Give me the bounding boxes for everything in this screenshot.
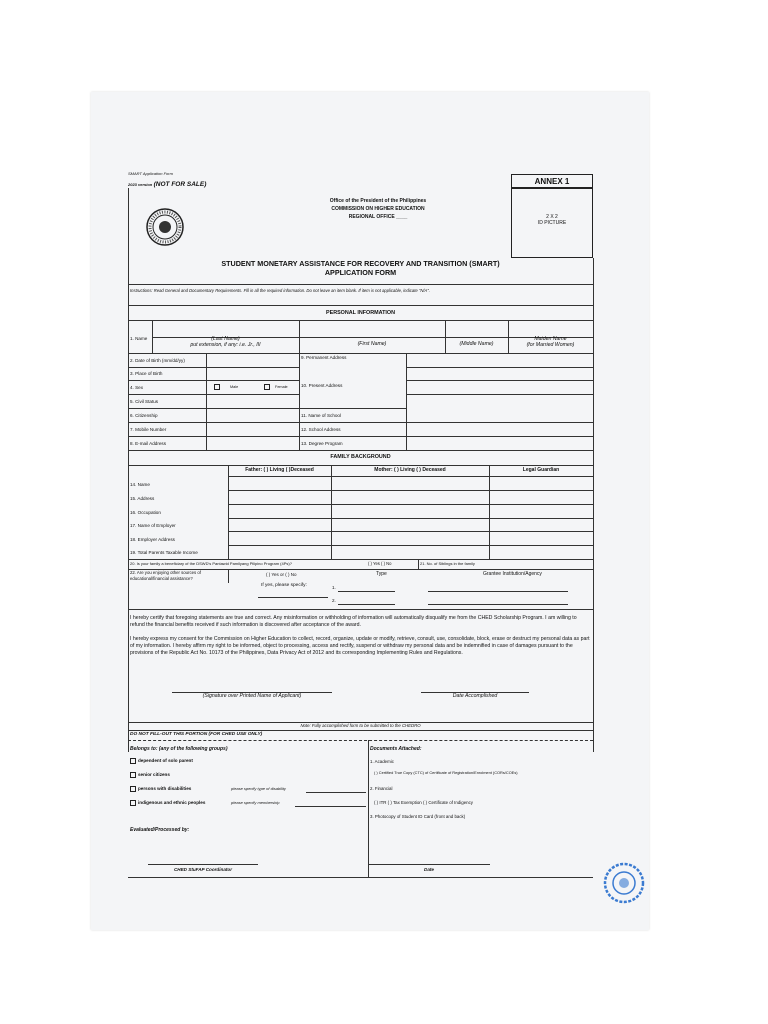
guardian-header: Legal Guardian	[522, 467, 560, 473]
last-name-label: (Last Name)	[211, 336, 240, 342]
sex-male-option[interactable]	[214, 384, 238, 390]
doc-student-id[interactable]: 3. Photocopy of Student ID Card (front and back)	[370, 814, 466, 819]
group-solo-parent[interactable]	[130, 758, 193, 764]
sex-label: 4. Sex	[130, 385, 144, 390]
smart-application-form	[128, 172, 593, 884]
signature-label[interactable]: (Signature over Printed Name of Applicant)	[202, 693, 302, 699]
solo-parent-label: dependent of solo parent	[138, 758, 193, 764]
q22-line1: 22. Are you enjoying other sources of	[130, 570, 201, 575]
q21-label: 21. No. of Siblings in the family	[420, 561, 475, 566]
group-pwd[interactable]	[130, 786, 191, 792]
senior-checkbox[interactable]	[130, 772, 136, 778]
family-row-name: 14. Name	[130, 482, 150, 487]
family-section-title: FAMILY BACKGROUND	[330, 454, 391, 460]
solo-parent-checkbox[interactable]	[130, 758, 136, 764]
consent-paragraph: I hereby express my consent for the Commission on Higher Education to collect, record, organize, update or modify, retrieve, consult, use, consolidate, block, erase or destruct my personal data as part of my information. I hereby affirm my right to be informed, object to processing, access and rectify, suspend or withdraw my personal data and be indemnified in case of damages pursuant to the provisions of the Republic Act No. 10173 of the Philippines, Data Privacy Act of 2012 and its corresponding Implementing Rules and Regulations.	[130, 636, 590, 656]
family-row-employer-address: 18. Employer Address	[130, 537, 175, 542]
id-label: ID PICTURE	[537, 219, 567, 226]
coordinator-label: CHED StuFAP Coordinator	[173, 867, 233, 872]
assistance-row-2: 2.	[332, 598, 336, 603]
form-version-row	[128, 181, 206, 189]
personal-section-title: PERSONAL INFORMATION	[326, 310, 395, 316]
certification-paragraph: I hereby certify that foregoing statements are true and correct. Any misinformation or withholding of information will automatically disqualify me from the CHED Scholarship Program. I am willing to refund the financial benefits received if such information is discovered after acceptance of the award.	[130, 615, 577, 628]
pwd-checkbox[interactable]	[130, 786, 136, 792]
group-senior[interactable]	[130, 772, 170, 778]
maiden-hint: (for Married Women)	[526, 341, 575, 348]
indigenous-label: indigenous and ethnic peoples	[138, 800, 206, 806]
email-label: 8. E-mail Address	[130, 441, 166, 446]
middle-name-field[interactable]: (Middle Name)	[459, 341, 494, 347]
office-line3: REGIONAL OFFICE ____	[348, 214, 408, 220]
family-row-income: 19. Total Parents Taxable Income	[130, 550, 198, 555]
civil-status-label: 5. Civil Status	[130, 399, 159, 404]
mother-header: Mother: ( ) Living ( ) Deceased	[374, 467, 446, 473]
indigenous-checkbox[interactable]	[130, 800, 136, 806]
name-label: 1. Name	[130, 336, 148, 341]
school-address-label: 12. School Address	[301, 427, 341, 432]
evaluated-label: Evaluated/Processed by:	[130, 827, 190, 833]
q20-label: 20. Is your family a beneficiary of the DSWD's Pantawid Pamilyang Pilipino Program (4Ps)?	[130, 561, 292, 566]
first-name-field[interactable]: (First Name)	[357, 341, 387, 347]
id-size: 2 X 2	[546, 214, 558, 220]
maiden-name-field[interactable]	[508, 337, 593, 349]
q22-line2: educational/financial assistance?	[130, 576, 193, 581]
doc-itr-options[interactable]: ( ) ITR ( ) Tax Exemption ( ) Certificate of Indigency	[374, 800, 473, 805]
ched-use-title: DO NOT FILL-OUT THIS PORTION (FOR CHED USE ONLY)	[130, 732, 263, 737]
school-name-label: 11. Name of School	[301, 413, 342, 418]
documents-title: Documents Attached:	[370, 746, 422, 752]
male-label: Male	[230, 385, 239, 390]
female-label: Female	[275, 385, 288, 390]
sex-female-option[interactable]	[264, 384, 288, 390]
form-title-line2: APPLICATION FORM	[324, 268, 397, 277]
if-yes-label: If yes, please specify:	[261, 583, 307, 588]
doc-academic: 1. Academic	[370, 759, 394, 764]
degree-label: 13. Degree Program	[301, 441, 343, 446]
maiden-label: Maiden Name	[534, 336, 567, 342]
last-name-field[interactable]	[152, 337, 299, 349]
family-row-address: 15. Address	[130, 496, 155, 501]
id-picture-box[interactable]	[511, 188, 593, 258]
date-label: Date	[424, 867, 434, 872]
submission-note: Note: Fully accomplished form to be submitted to the CHEDRO	[300, 723, 421, 728]
q20-options[interactable]: ( ) Yes ( ) No	[368, 561, 392, 566]
q22-options[interactable]: ( ) Yes or ( ) No	[266, 572, 297, 577]
assistance-row-1: 1.	[332, 585, 336, 590]
group-indigenous[interactable]	[130, 800, 205, 806]
office-line1: Office of the President of the Philippines	[329, 198, 427, 204]
doc-financial: 2. Financial	[370, 786, 393, 791]
citizenship-label: 6. Citizenship	[130, 413, 158, 418]
present-address-label: 10. Present Address	[301, 383, 343, 388]
female-checkbox[interactable]	[264, 384, 270, 390]
extension-hint: put extension, if any: i.e. Jr., III	[190, 341, 261, 348]
ched-seal-icon	[146, 208, 184, 246]
senior-label: senior citizens	[138, 772, 170, 778]
grantee-label: Grantee Institution/Agency	[483, 571, 542, 577]
ched-stamp-icon	[603, 862, 645, 904]
doc-cor-coe[interactable]: ( ) Certified True Copy (CTC) of Certificate of Registration/Enrolment (CORs/COEs)	[374, 770, 518, 775]
pob-label: 3. Place of Birth	[130, 371, 163, 376]
dob-label: 2. Date of Birth (mm/dd/yy)	[130, 358, 185, 363]
not-for-sale: (NOT FOR SALE)	[153, 181, 207, 188]
form-name: SMART Application Form	[128, 171, 173, 176]
male-checkbox[interactable]	[214, 384, 220, 390]
mobile-label: 7. Mobile Number	[130, 427, 167, 432]
pwd-label: persons with disabilities	[138, 786, 192, 792]
family-row-employer: 17. Name of Employer	[130, 523, 176, 528]
indigenous-hint: please specify membership	[231, 800, 280, 805]
family-row-occupation: 16. Occupation	[130, 510, 161, 515]
perm-address-label: 9. Permanent Address	[301, 355, 347, 360]
annex-box	[511, 174, 593, 188]
office-line2: COMMISSION ON HIGHER EDUCATION	[331, 206, 425, 212]
annex-label: ANNEX 1	[534, 177, 570, 186]
type-label: Type	[376, 571, 387, 577]
pwd-hint: please specify type of disability	[231, 786, 286, 791]
belongs-title: Belongs to: (any of the following groups)	[130, 746, 228, 752]
instructions: Instructions: Read General and Documentary Requirements. Fill in all the required information. Do not leave an item blank. If item is not applicable, indicate "N/A".	[130, 288, 430, 293]
form-version: 2023 version	[128, 182, 153, 187]
date-accomplished-label[interactable]: Date Accomplished	[452, 693, 498, 699]
father-header: Father: ( ) Living ( )Deceased	[245, 467, 314, 473]
form-title-line1: STUDENT MONETARY ASSISTANCE FOR RECOVERY AND TRANSITION (SMART)	[221, 259, 500, 268]
